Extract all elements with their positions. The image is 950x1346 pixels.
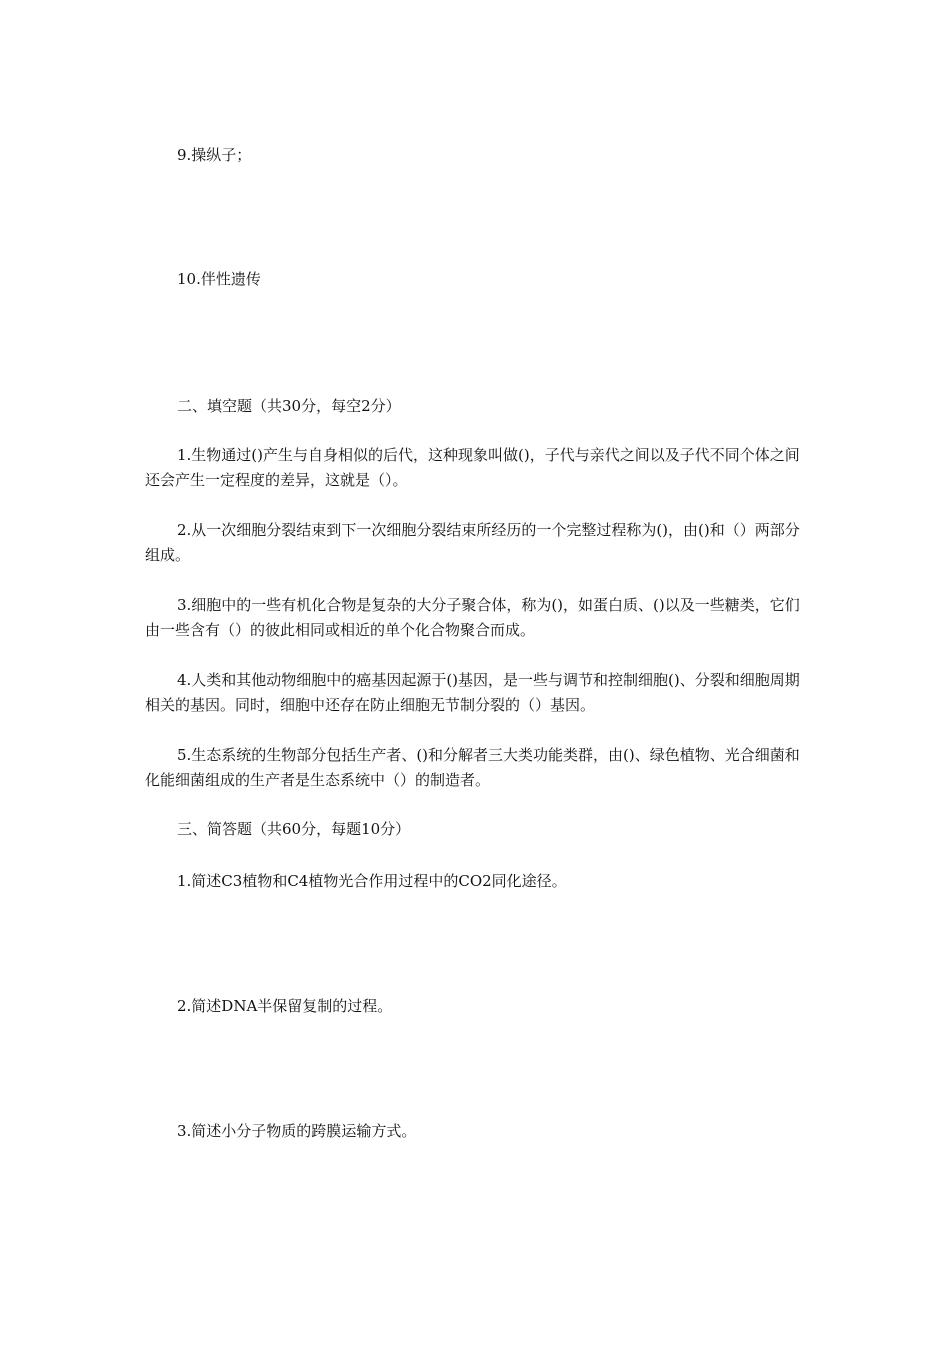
definition-item: 9.操纵子；	[177, 146, 252, 164]
fill-in-question: 2.从一次细胞分裂结束到下一次细胞分裂结束所经历的一个完整过程称为()，由()和（）两部分组成。	[145, 521, 800, 564]
definition-item: 10.伴性遗传	[177, 270, 261, 288]
fill-in-question: 4.人类和其他动物细胞中的癌基因起源于()基因，是一些与调节和控制细胞()、分裂和细胞周期相关的基因。同时，细胞中还存在防止细胞无节制分裂的（）基因。	[145, 671, 800, 714]
fill-in-question: 3.细胞中的一些有机化合物是复杂的大分子聚合体，称为()，如蛋白质、()以及一些糖类，它们由一些含有（）的彼此相同或相近的单个化合物聚合而成。	[145, 596, 800, 639]
fill-in-question: 5.生态系统的生物部分包括生产者、()和分解者三大类功能类群，由()、绿色植物、光合细菌和化能细菌组成的生产者是生态系统中（）的制造者。	[145, 746, 800, 789]
section-heading-short-answer: 三、简答题（共60分，每题10分）	[177, 820, 411, 838]
short-answer-question: 1.简述C3植物和C4植物光合作用过程中的CO2同化途径。	[177, 872, 567, 890]
fill-in-question: 1.生物通过()产生与自身相似的后代，这种现象叫做()，子代与亲代之间以及子代不同个体之间还会产生一定程度的差异，这就是（）。	[145, 446, 800, 489]
short-answer-question: 3.简述小分子物质的跨膜运输方式。	[177, 1122, 417, 1140]
short-answer-question: 2.简述DNA半保留复制的过程。	[177, 997, 393, 1015]
section-heading-fill-in: 二、填空题（共30分，每空2分）	[177, 397, 401, 415]
